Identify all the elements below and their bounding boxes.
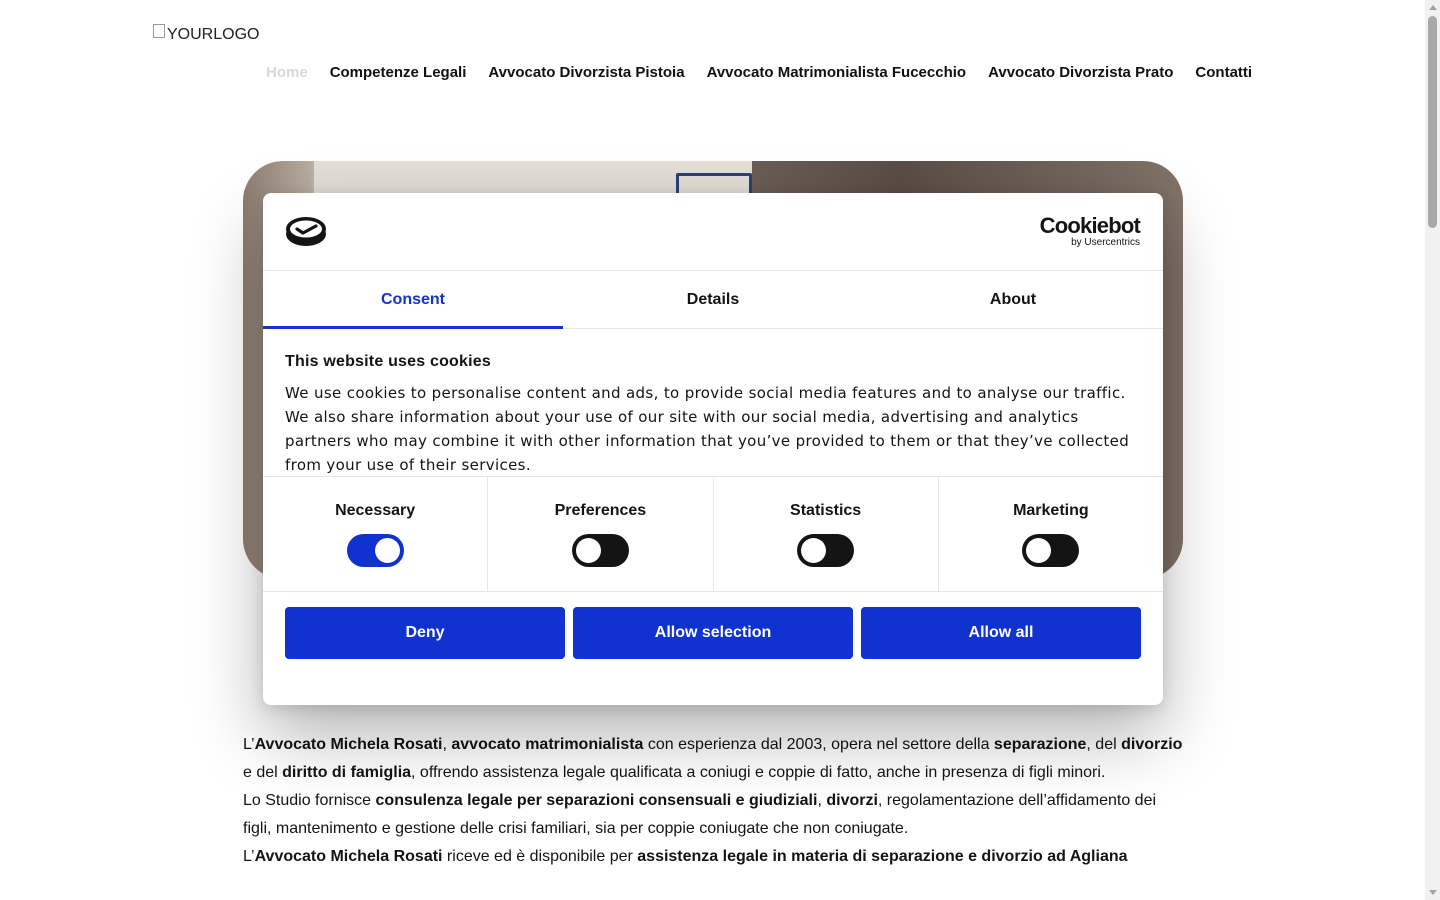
- statistics-toggle[interactable]: [797, 534, 854, 567]
- cookiebot-logo-icon: [285, 215, 327, 247]
- text-run: , regolamentazione dell’affidamento dei figli, mantenimento e gestione delle crisi familiari, sia per coppie coniugate che non coniugate.: [243, 792, 1157, 837]
- consent-toggles: [263, 477, 1163, 592]
- logo-alt-text: YOURLOGO: [167, 26, 260, 43]
- bold-text-run: diritto di famiglia: [282, 764, 412, 781]
- nav-avvocato-matrimonialista-fucecchio[interactable]: Avvocato Matrimonialista Fucecchio: [706, 64, 967, 81]
- text-run: ,: [817, 792, 827, 809]
- toggle-label-necessary: Necessary: [335, 502, 416, 519]
- toggle-group-necessary: [263, 477, 488, 591]
- nav-contatti[interactable]: Contatti: [1195, 64, 1253, 81]
- bold-text-run: consulenza legale per separazioni consensuali e giudiziali: [375, 792, 818, 809]
- toggle-knob: [1026, 538, 1051, 563]
- scrollbar-thumb[interactable]: [1428, 16, 1437, 228]
- intro-text: [243, 731, 1183, 871]
- bold-text-run: assistenza legale in materia di separazione e divorzio ad Agliana: [637, 848, 1128, 865]
- deny-button[interactable]: Deny: [285, 607, 565, 659]
- toggle-group-marketing: [939, 477, 1163, 591]
- bold-text-run: divorzio: [1121, 736, 1183, 753]
- text-run: e del: [243, 764, 283, 781]
- text-run: L’: [243, 736, 255, 753]
- dialog-header: [263, 193, 1163, 271]
- tab-details[interactable]: Details: [686, 290, 740, 308]
- active-tab-indicator: [263, 326, 563, 329]
- intro-paragraph-2: [243, 787, 1183, 843]
- allow-selection-button[interactable]: Allow selection: [573, 607, 853, 659]
- scroll-up-arrow-icon[interactable]: [1429, 5, 1437, 10]
- toggle-label-preferences: Preferences: [554, 502, 647, 519]
- intro-paragraph-1: [243, 731, 1183, 787]
- broken-image-icon: [153, 24, 165, 38]
- main-navigation: [266, 64, 1252, 81]
- allow-all-button[interactable]: Allow all: [861, 607, 1141, 659]
- dialog-title: This website uses cookies: [285, 353, 491, 370]
- text-run: , offrendo assistenza legale qualificata a coniugi e coppie di fatto, anche in presenza di figli minori.: [411, 764, 1106, 781]
- dialog-tabs: [263, 271, 1163, 329]
- cookiebot-brand[interactable]: [1040, 215, 1140, 248]
- bold-text-run: avvocato matrimonialista: [451, 736, 644, 753]
- toggle-label-marketing: Marketing: [1013, 502, 1089, 519]
- scroll-down-arrow-icon[interactable]: [1429, 890, 1437, 895]
- toggle-knob: [375, 538, 400, 563]
- toggle-knob: [801, 538, 826, 563]
- text-run: L’: [243, 848, 255, 865]
- bold-text-run: divorzi: [826, 792, 878, 809]
- text-run: , del: [1086, 736, 1122, 753]
- toggle-label-statistics: Statistics: [790, 502, 862, 519]
- toggle-knob: [576, 538, 601, 563]
- brand-name: Cookiebot: [1039, 213, 1140, 238]
- dialog-description: We use cookies to personalise content and ads, to provide social media features and to analyse our traffic. We also share information about your use of our site with our social media, advertising and analytics partners who may combine it with other information that you’ve provided to them or that they’ve collected from your use of their services.: [285, 384, 1130, 474]
- bold-text-run: Avvocato Michela Rosati: [254, 736, 443, 753]
- page-scrollbar[interactable]: [1425, 0, 1440, 900]
- cookie-consent-dialog: [263, 193, 1163, 705]
- toggle-group-preferences: [488, 477, 713, 591]
- text-run: ,: [442, 736, 452, 753]
- dialog-actions: [263, 592, 1163, 659]
- preferences-toggle[interactable]: [572, 534, 629, 567]
- tab-about[interactable]: About: [989, 290, 1037, 308]
- site-logo[interactable]: [153, 26, 259, 44]
- toggle-group-statistics: [714, 477, 939, 591]
- intro-paragraph-3: [243, 843, 1183, 871]
- bold-text-run: Avvocato Michela Rosati: [254, 848, 443, 865]
- nav-competenze-legali[interactable]: Competenze Legali: [329, 64, 467, 81]
- dialog-body: [263, 329, 1163, 477]
- brand-subtitle: by Usercentrics: [1071, 237, 1140, 248]
- text-run: con esperienza dal 2003, opera nel settore della: [643, 736, 994, 753]
- marketing-toggle[interactable]: [1022, 534, 1079, 567]
- tab-consent[interactable]: Consent: [381, 290, 445, 308]
- nav-home[interactable]: Home: [266, 64, 308, 81]
- nav-avvocato-divorzista-prato[interactable]: Avvocato Divorzista Prato: [988, 64, 1174, 81]
- necessary-toggle[interactable]: [347, 534, 404, 567]
- text-run: riceve ed è disponibile per: [442, 848, 638, 865]
- bold-text-run: separazione: [993, 736, 1087, 753]
- nav-avvocato-divorzista-pistoia[interactable]: Avvocato Divorzista Pistoia: [488, 64, 685, 81]
- text-run: Lo Studio fornisce: [243, 792, 376, 809]
